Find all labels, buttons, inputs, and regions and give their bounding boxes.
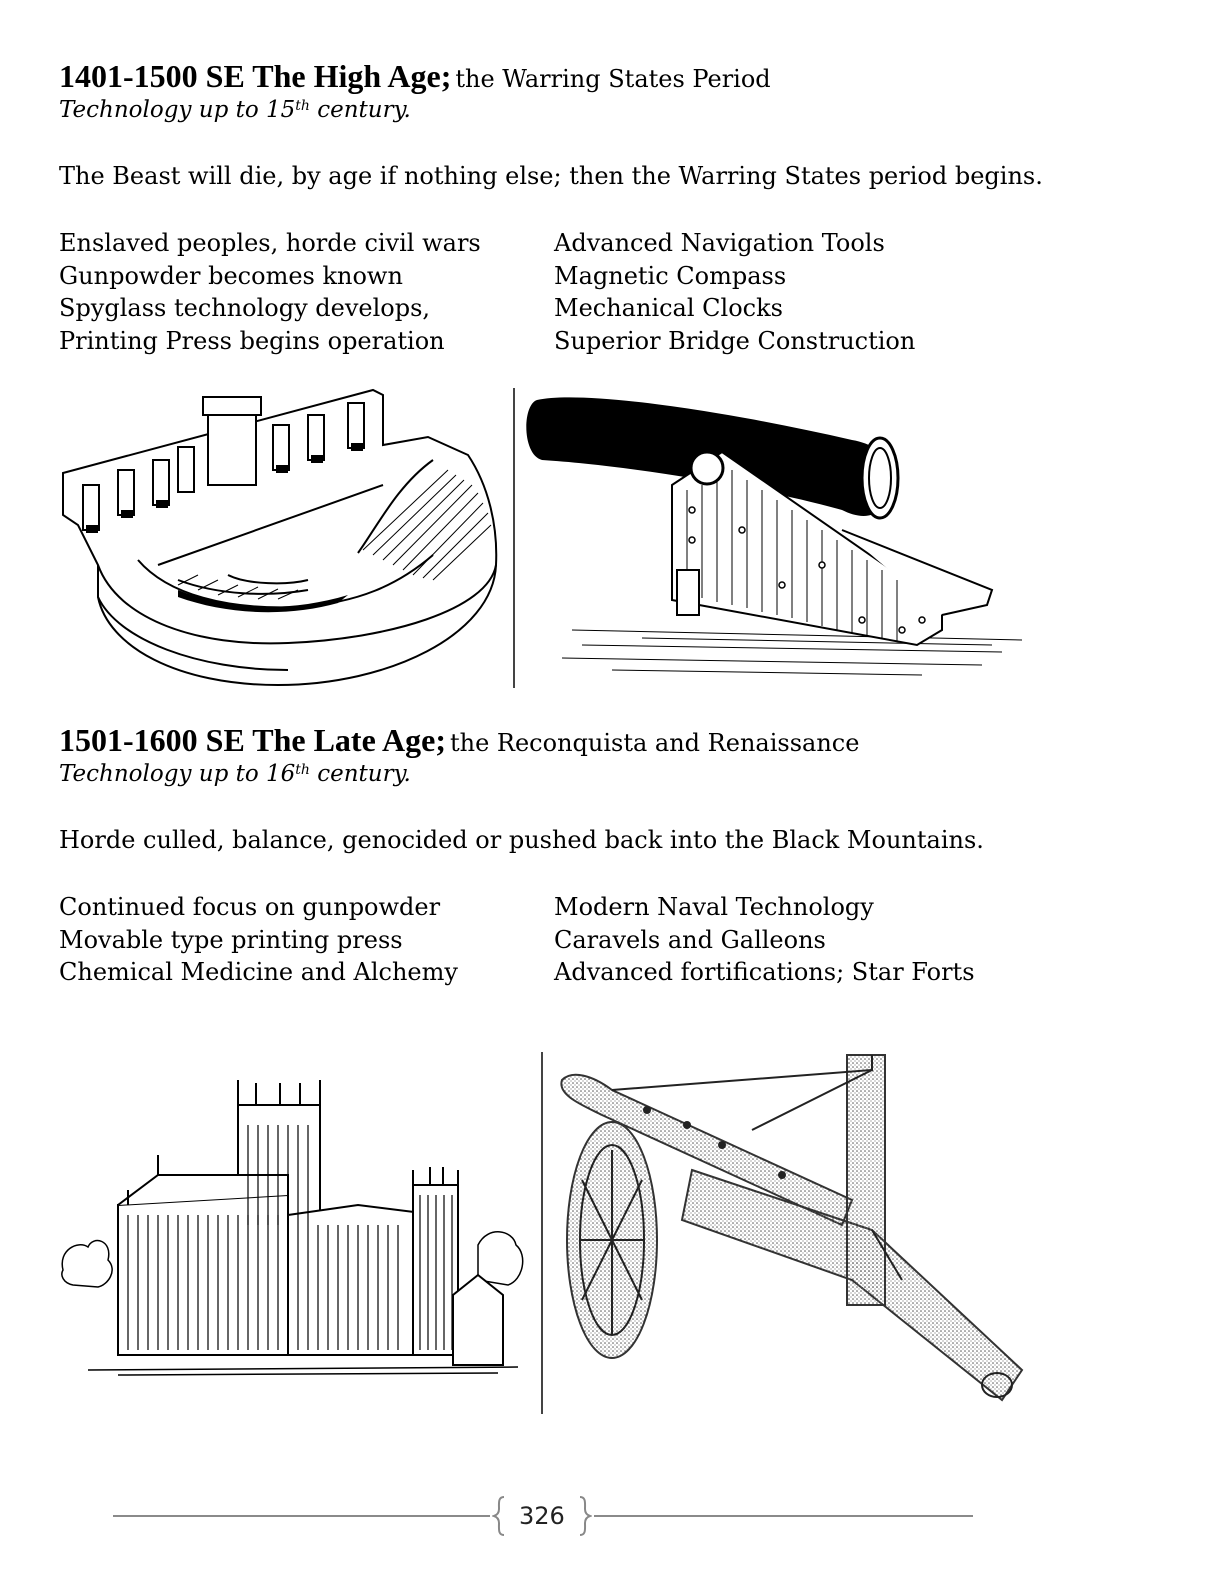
section-subtitle: the Reconquista and Renaissance <box>449 729 860 757</box>
list-item: Continued focus on gunpowder <box>59 893 441 921</box>
list-item: Movable type printing press <box>59 925 403 954</box>
section-title: 1401-1500 SE The High Age; <box>59 58 452 94</box>
right-tech-list <box>554 227 915 357</box>
gothic-cathedral-illustration <box>58 1075 528 1380</box>
list-item: Advanced Navigation Tools <box>554 229 885 257</box>
section-heading <box>59 722 859 759</box>
left-tech-list <box>59 891 458 989</box>
section-description: Horde culled, balance, genocided or pushed back into the Black Mountains. <box>59 826 984 854</box>
technology-note-end: century. <box>309 97 411 123</box>
column-divider <box>541 1052 543 1414</box>
technology-note-text: Technology up to 16 <box>59 761 296 787</box>
technology-note-end: century. <box>309 761 411 787</box>
mortar-cannon-illustration <box>522 390 1030 685</box>
list-item: Advanced fortifications; Star Forts <box>554 958 975 986</box>
left-brace-icon <box>492 1495 506 1537</box>
section-subtitle: the Warring States Period <box>455 65 771 93</box>
section-heading <box>59 58 771 95</box>
list-item: Spyglass technology develops, <box>59 294 431 322</box>
technology-note-text: Technology up to 15 <box>59 97 296 123</box>
ordinal-suffix: th <box>295 762 310 778</box>
ordinal-suffix: th <box>295 98 310 114</box>
technology-note <box>59 97 411 123</box>
list-item: Gunpowder becomes known <box>59 261 403 290</box>
section-description: The Beast will die, by age if nothing else; then the Warring States period begins. <box>59 162 1043 190</box>
list-item: Enslaved peoples, horde civil wars <box>59 229 481 257</box>
right-brace-icon <box>578 1495 592 1537</box>
list-item: Modern Naval Technology <box>554 893 874 921</box>
technology-note <box>59 761 411 787</box>
list-item: Mechanical Clocks <box>554 294 783 322</box>
column-divider <box>513 388 515 688</box>
page-number: 326 <box>519 1502 565 1530</box>
footer-rule-left <box>113 1515 490 1517</box>
field-cannon-illustration <box>552 1050 1027 1415</box>
list-item: Printing Press begins operation <box>59 326 445 355</box>
roman-theater-illustration <box>58 385 503 690</box>
list-item: Caravels and Galleons <box>554 925 826 954</box>
footer-rule-right <box>594 1515 973 1517</box>
section-title: 1501-1600 SE The Late Age; <box>59 722 446 758</box>
list-item: Magnetic Compass <box>554 261 787 290</box>
list-item: Chemical Medicine and Alchemy <box>59 958 458 986</box>
right-tech-list <box>554 891 975 989</box>
left-tech-list <box>59 227 481 357</box>
list-item: Superior Bridge Construction <box>554 326 916 355</box>
